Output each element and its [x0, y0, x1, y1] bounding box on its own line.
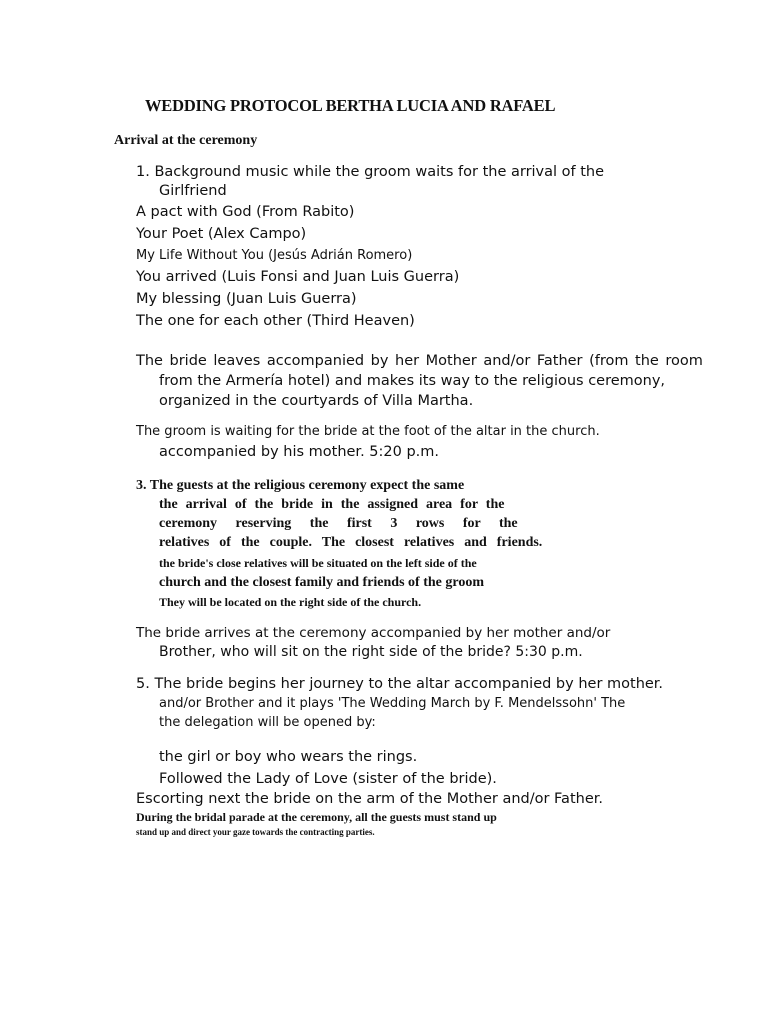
song-item	[136, 226, 306, 242]
section-heading: Arrival at the ceremony	[114, 133, 258, 148]
delegation-text: the girl or boy who wears the rings.	[159, 749, 418, 765]
bride-leaves-word: Father	[536, 353, 583, 369]
bride-leaves-word: (from	[589, 353, 629, 369]
item-3-line-6: church and the closest family and friends of the groom	[159, 575, 484, 590]
escort-line: Escorting next the bride on the arm of the Mother and/or Father.	[136, 791, 603, 807]
bride-leaves-line-3: organized in the courtyards of Villa Martha.	[159, 393, 474, 409]
item-5-line-2: and/or Brother and it plays 'The Wedding March by F. Mendelssohn' The	[159, 696, 626, 711]
bride-leaves-line-1	[136, 353, 703, 369]
item-3-line-2: the arrival of the bride in the assigned area for the	[159, 497, 505, 512]
bride-leaves-word: her	[395, 353, 420, 369]
song-item	[136, 248, 412, 263]
item-3-line-4: relatives of the couple. The closest relatives and friends.	[159, 535, 543, 550]
item-3-line-1: 3. The guests at the religious ceremony expect the same	[136, 478, 465, 493]
document-title: WEDDING PROTOCOL BERTHA LUCIA AND RAFAEL	[145, 96, 556, 115]
song-item	[136, 204, 354, 220]
song-item	[136, 269, 459, 285]
item-1-line-1: 1. Background music while the groom waits for the arrival of the	[136, 164, 605, 180]
bride-arrives-line-1: The bride arrives at the ceremony accompanied by her mother and/or	[136, 625, 611, 641]
closing-line-1: During the bridal parade at the ceremony, all the guests must stand up	[136, 810, 497, 824]
song-title: A pact with God (From Rabito)	[136, 204, 355, 220]
bride-leaves-word: leaves	[213, 353, 261, 369]
bride-arrives-line-2: Brother, who will sit on the right side of the bride? 5:30 p.m.	[159, 644, 583, 660]
bride-leaves-word: room	[665, 353, 703, 369]
song-item	[136, 313, 415, 329]
item-1-line-2: Girlfriend	[159, 183, 227, 199]
closing-line-2: stand up and direct your gaze towards the contracting parties.	[136, 827, 375, 837]
bride-leaves-word: The	[136, 353, 163, 369]
bride-leaves-word: Mother	[425, 353, 477, 369]
item-5-line-3: the delegation will be opened by:	[159, 715, 376, 730]
delegation-item	[159, 749, 417, 765]
bride-leaves-word: bride	[169, 353, 207, 369]
song-title: Your Poet (Alex Campo)	[136, 226, 307, 242]
bride-leaves-word: and/or	[483, 353, 531, 369]
song-title: My blessing (Juan Luis Guerra)	[136, 291, 357, 307]
delegation-item	[159, 771, 497, 787]
groom-line-1: The groom is waiting for the bride at the foot of the altar in the church.	[136, 424, 600, 439]
delegation-text: Followed the Lady of Love (sister of the bride).	[159, 771, 497, 787]
song-title: The one for each other (Third Heaven)	[136, 313, 415, 329]
bride-leaves-line-2: from the Armería hotel) and makes its way to the religious ceremony,	[159, 373, 666, 389]
item-5-line-1: 5. The bride begins her journey to the altar accompanied by her mother.	[136, 676, 664, 692]
groom-line-2: accompanied by his mother. 5:20 p.m.	[159, 444, 440, 460]
item-3-line-7: They will be located on the right side of the church.	[159, 595, 422, 609]
bride-leaves-word: accompanied	[266, 353, 365, 369]
bride-leaves-word: by	[370, 353, 389, 369]
song-title: You arrived (Luis Fonsi and Juan Luis Guerra)	[136, 269, 460, 285]
song-title: My Life Without You (Jesús Adrián Romero)	[136, 248, 413, 263]
song-item	[136, 291, 357, 307]
item-3-line-3: ceremony reserving the first 3 rows for the	[159, 516, 518, 531]
bride-leaves-word: the	[635, 353, 659, 369]
item-3-line-5: the bride's close relatives will be situated on the left side of the	[159, 556, 477, 570]
